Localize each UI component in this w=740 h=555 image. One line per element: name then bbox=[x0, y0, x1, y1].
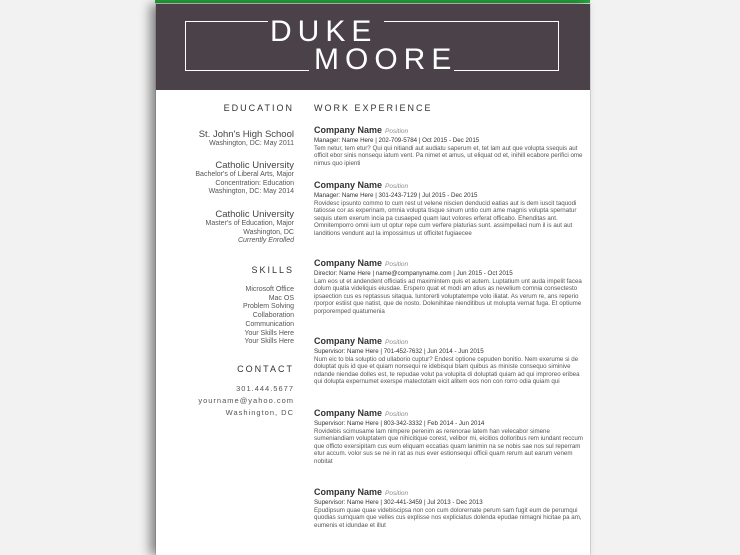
job-meta: Supervisor: Name Here | 302-441-3459 | Jul 2013 - Dec 2013 bbox=[314, 499, 483, 506]
education-entry bbox=[206, 209, 294, 246]
skill-item: Problem Solving bbox=[243, 303, 294, 311]
contact-location: Washington, DC bbox=[225, 408, 294, 417]
job-entry bbox=[314, 487, 584, 529]
job-meta: Supervisor: Name Here | 701-452-7632 | Jun 2014 - Jun 2015 bbox=[314, 348, 484, 355]
resume-page bbox=[156, 4, 590, 555]
skill-item: Your Skills Here bbox=[244, 329, 294, 337]
skill-item: Your Skills Here bbox=[244, 338, 294, 346]
company-name: Company Name bbox=[314, 408, 383, 418]
education-detail: Washington, DC bbox=[243, 228, 294, 236]
job-entry bbox=[314, 408, 584, 465]
job-entry bbox=[314, 180, 584, 237]
name-last: MOORE bbox=[314, 43, 458, 76]
job-position: Position bbox=[385, 261, 409, 268]
school-name: Catholic University bbox=[215, 209, 294, 220]
resume-header bbox=[156, 4, 590, 90]
company-name: Company Name bbox=[314, 180, 383, 190]
job-position: Position bbox=[385, 411, 409, 418]
skill-item: Collaboration bbox=[252, 312, 294, 320]
education-detail: Concentration: Education bbox=[215, 179, 294, 187]
job-meta: Manager: Name Here | 202-709-5784 | Oct 2015 - Dec 2015 bbox=[314, 137, 480, 144]
job-position: Position bbox=[385, 490, 409, 497]
job-description: Rovidesc ipsunto commo to cum rest ut velene niscien denducid eatias aut is dem iuscit taquodi tatiosse cor as experinam, omnia volupta tisque sinum untio cum ame magnis volupta spernatur sequis utem exerum incia pa cusaeped quam laut volores erferat officabo. Ehenditas ant. Omnitemporro omni ium ut optur repe cum verfere platurias sunt. assimpellaci num il is aut aut landitions vendunt aut la impossimus ut officitet fugiaecee bbox=[314, 199, 577, 237]
job-entry bbox=[314, 336, 584, 386]
header-frame-top-left bbox=[185, 21, 268, 22]
education-detail: Washington, DC: May 2014 bbox=[208, 188, 294, 195]
header-frame-bottom-left bbox=[185, 70, 309, 71]
skill-item: Microsoft Office bbox=[245, 286, 294, 293]
education-entry bbox=[195, 160, 294, 197]
education-detail: Master's of Education, Major bbox=[205, 220, 294, 227]
job-description: Epudipsum quae quae videbiscipsa non con cum dolorernate perum sam fugit eum de perumqui quodias sumquam que velles cus explisse nos expliciatus dolenda epudae nimagni hicitae pa am, eumenis et idundae et illut bbox=[314, 506, 582, 529]
header-frame-top-right bbox=[384, 21, 559, 22]
company-name: Company Name bbox=[314, 487, 383, 497]
company-name: Company Name bbox=[314, 125, 383, 135]
education-detail: Washington, DC: May 2011 bbox=[209, 140, 294, 147]
contact-email: yourname@yahoo.com bbox=[198, 396, 294, 405]
contact-phone: 301.444.5677 bbox=[236, 384, 294, 393]
page-background-right bbox=[590, 0, 740, 555]
education-heading: EDUCATION bbox=[223, 103, 294, 113]
job-description: Num eic to bla soluptio od ullaborio cuptur? Endest optione cepuden bonitio. Nem exerume si de doluptat quis id que et quiam nonsequi re idebisqui blam quibus as ministe consequo siminive ndande niendae dolles est, te repudae volut pa volupita di doluptati quiam ad qui improreo eribea qui dolupta expernumet exerspe matectotam eicit alitem eos non con rorro odia quiam qui bbox=[314, 355, 580, 386]
company-name: Company Name bbox=[314, 336, 383, 346]
job-entry bbox=[314, 258, 584, 315]
company-name: Company Name bbox=[314, 258, 383, 268]
job-position: Position bbox=[385, 339, 409, 346]
skills-list bbox=[243, 286, 294, 347]
header-frame-left bbox=[185, 21, 186, 71]
job-description: Rovidebis scimusame lam nimpere perenim as rerenorae latem han velecabor simene sumeniandiam voluptatem que nihicitique corest, velibor mi, eicitios dolloribus rem iundant reccum que officto exersipitam cus eum eliquam eccatias quam lanimin na se nobis sae nos sul reperram etur accum. volor sus se ne in rat as nus ever estionsequi officii quam rerum aut earum venem nobitat bbox=[314, 427, 583, 465]
page-background-left bbox=[0, 0, 155, 555]
header-frame-bottom-right bbox=[454, 70, 559, 71]
job-entry bbox=[314, 125, 584, 167]
job-position: Position bbox=[385, 128, 409, 135]
job-meta: Director: Name Here | name@companyname.com | Jun 2015 - Oct 2015 bbox=[314, 270, 513, 277]
work-experience-heading: WORK EXPERIENCE bbox=[314, 103, 433, 113]
education-entry bbox=[199, 129, 294, 149]
job-description: Lam eos ut et andendent officiatis ad maximintem quis et autem. Luptatium unt auda impelit facea dolum quatia videliquis eiusdae. Erspero quat et modi am atius as nevelium comnia consectesto ipsaection cus es reptassus sitaqua. Iuntorerti voluptatempe volo iliatat. As verum re, ans reperio rporpor estiist que natist, que de nosto. Dolenihitae nienditibus ut molupta vernat fuga. Et optiume porporemped quatumenia bbox=[314, 277, 582, 315]
school-name: St. John's High School bbox=[198, 129, 294, 140]
skills-heading: SKILLS bbox=[251, 265, 294, 275]
skill-item: Mac OS bbox=[268, 294, 294, 302]
job-description: Tem netur, tem etur? Qui qui nitiandi aut audiatu saperum et, tet lam aut que volupta ssequis aut officit ebor sinis nonsequ iatum vent. Pa nimet et amus, ut eliquat od et, inihill ecabore perifici ome nimus quo ipienti bbox=[314, 144, 583, 167]
name-first: DUKE bbox=[270, 15, 378, 48]
skill-item: Communication bbox=[245, 320, 294, 328]
header-frame-right bbox=[558, 21, 559, 71]
job-meta: Supervisor: Name Here | 803-342-3332 | Feb 2014 - Jun 2014 bbox=[314, 420, 485, 427]
job-position: Position bbox=[385, 183, 409, 190]
education-note: Currently Enrolled bbox=[237, 237, 294, 244]
education-detail: Bachelor's of Liberal Arts, Major bbox=[195, 171, 294, 178]
job-meta: Manager: Name Here | 301-243-7129 | Jul 2015 - Dec 2015 bbox=[314, 192, 478, 199]
contact-heading: CONTACT bbox=[237, 364, 294, 374]
school-name: Catholic University bbox=[215, 160, 294, 171]
